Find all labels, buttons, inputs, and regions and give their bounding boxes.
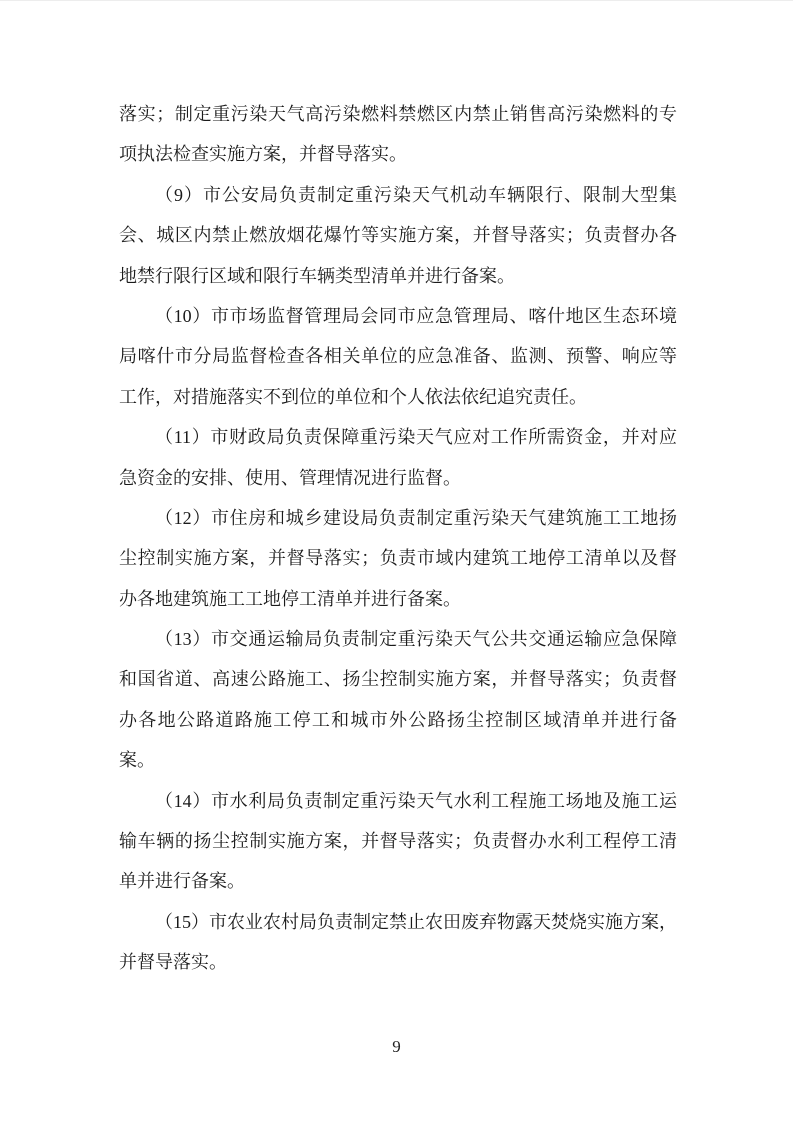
- text-line: 局喀什市分局监督检查各相关单位的应急准备、监测、预警、响应等: [119, 346, 677, 367]
- para-item-10: [119, 296, 677, 417]
- text-line: 并督导落实。: [119, 952, 227, 973]
- para-item-9: [119, 175, 677, 296]
- text-line: （9）市公安局负责制定重污染天气机动车辆限行、限制大型集: [155, 184, 677, 205]
- para-item-15: [119, 902, 677, 983]
- text-line: （11）市财政局负责保障重污染天气应对工作所需资金，并对应: [155, 427, 677, 448]
- body-text: [119, 94, 677, 983]
- text-line: 和国省道、高速公路施工、扬尘控制实施方案，并督导落实；负责督: [119, 669, 677, 690]
- text-line: 输车辆的扬尘控制实施方案，并督导落实；负责督办水利工程停工清: [119, 831, 677, 852]
- text-line: （12）市住房和城乡建设局负责制定重污染天气建筑施工工地扬: [155, 507, 677, 528]
- text-line: 会、城区内禁止燃放烟花爆竹等实施方案，并督导落实；负责督办各: [119, 225, 677, 246]
- text-line: 工作，对措施落实不到位的单位和个人依法依纪追究责任。: [119, 386, 587, 407]
- text-line: 急资金的安排、使用、管理情况进行监督。: [119, 467, 461, 488]
- text-line: （10）市市场监督管理局会同市应急管理局、喀什地区生态环境: [155, 305, 677, 326]
- para-item-11: [119, 417, 677, 498]
- para-continuation: [119, 94, 677, 175]
- text-line: 单并进行备案。: [119, 871, 245, 892]
- text-line: 项执法检查实施方案，并督导落实。: [119, 144, 407, 165]
- text-line: （15）市农业农村局负责制定禁止农田废弃物露天焚烧实施方案，: [155, 911, 677, 932]
- text-line: 落实；制定重污染天气高污染燃料禁燃区内禁止销售高污染燃料的专: [119, 104, 677, 124]
- page-number: 9: [392, 1037, 401, 1056]
- text-line: 办各地公路道路施工停工和城市外公路扬尘控制区域清单并进行备: [119, 709, 677, 730]
- text-line: （13）市交通运输局负责制定重污染天气公共交通运输应急保障: [155, 629, 677, 650]
- text-line: 办各地建筑施工工地停工清单并进行备案。: [119, 588, 461, 609]
- text-line: 尘控制实施方案，并督导落实；负责市域内建筑工地停工清单以及督: [119, 548, 677, 569]
- para-item-13: [119, 619, 677, 781]
- para-item-12: [119, 498, 677, 619]
- text-line: 案。: [119, 750, 155, 771]
- para-item-14: [119, 781, 677, 902]
- text-line: （14）市水利局负责制定重污染天气水利工程施工场地及施工运: [155, 790, 677, 811]
- text-line: 地禁行限行区域和限行车辆类型清单并进行备案。: [119, 265, 515, 286]
